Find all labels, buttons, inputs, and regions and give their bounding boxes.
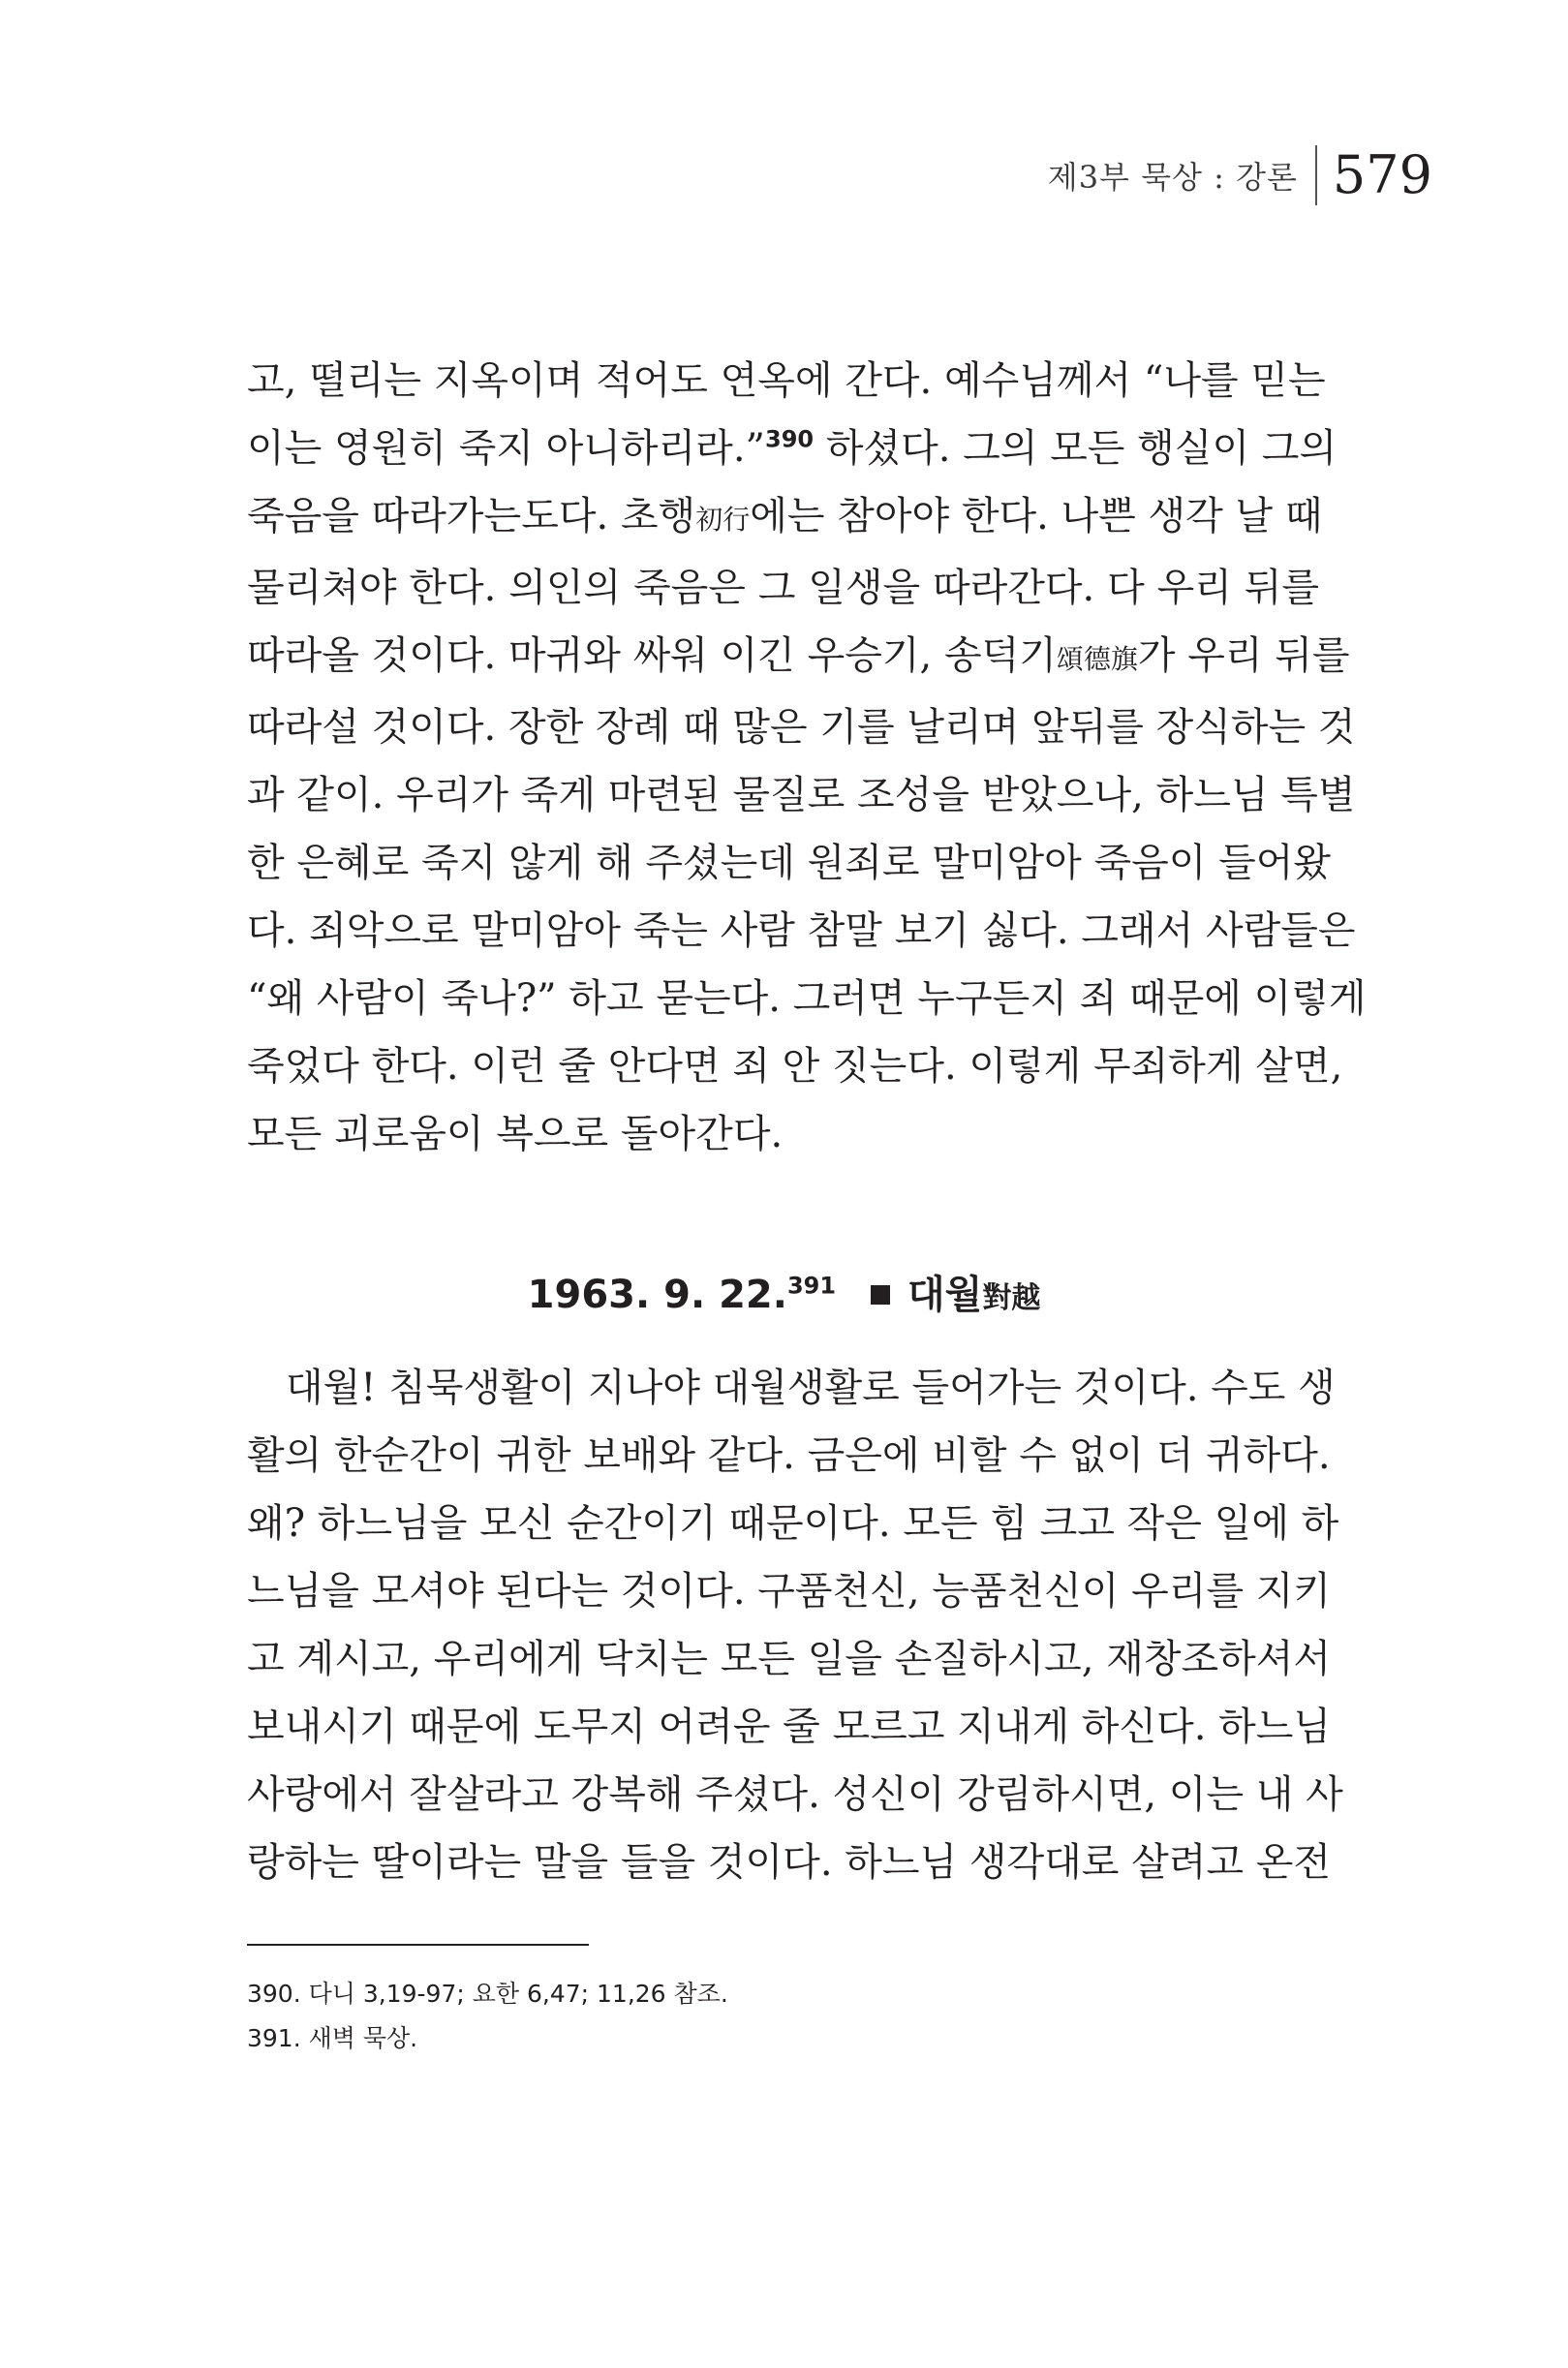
paragraph-2-line-2: 활의 한순간이 귀한 보배와 같다. 금은에 비할 수 없이 더 귀하다. [247,1433,1331,1478]
header-divider [1315,145,1317,205]
line-2-text-b: 하셨다. 그의 모든 행실이 그의 [814,426,1337,471]
line-2-text-a: 이는 영원히 죽지 아니하리라.” [247,426,765,471]
line-3-text-a: 죽음을 따라가는도다. 초행 [247,494,696,538]
section-heading [0,1264,1568,1319]
section-title: 대월 [907,1273,983,1317]
line-5-text-a: 따라올 것이다. 마귀와 싸워 이긴 우승기, 송덕기 [247,633,1057,678]
page-number: 579 [1332,144,1432,205]
paragraph-2-line-3: 왜? 하느님을 모신 순간이기 때문이다. 모든 힘 크고 작은 일에 하 [247,1501,1339,1546]
running-title: 제3부 묵상 : 강론 [1047,159,1298,196]
footnote-391: 391. 새벽 묵상. [247,2024,418,2052]
paragraph-1-line-8: 한 은혜로 죽지 않게 해 주셨는데 원죄로 말미암아 죽음이 들어왔 [247,841,1332,885]
paragraph-1-line-3 [247,482,1323,554]
section-date: 1963. 9. 22. [527,1273,787,1317]
paragraph-2-line-5: 고 계시고, 우리에게 닥치는 모든 일을 손질하시고, 재창조하셔서 [247,1637,1332,1681]
footnote-rule [247,1944,589,1946]
paragraph-2-line-6: 보내시기 때문에 도무지 어려운 줄 모르고 지내게 하신다. 하느님 [247,1705,1332,1749]
paragraph-1 [247,347,1367,1168]
line-5-text-b: 가 우리 뒤를 [1137,633,1350,678]
paragraph-2-line-4: 느님을 모셔야 된다는 것이다. 구품천신, 능품천신이 우리를 지키 [247,1569,1332,1614]
paragraph-1-line-5 [247,622,1350,693]
paragraph-1-line-7: 과 같이. 우리가 죽게 마련된 물질로 조성을 받았으나, 하느님 특별 [247,773,1356,817]
footnote-390: 390. 다니 3,19-97; 요한 6,47; 11,26 참조. [247,1980,728,2008]
section-title-hanja: 對越 [982,1281,1041,1315]
paragraph-2-line-8: 랑하는 딸이라는 말을 들을 것이다. 하느님 생각대로 살려고 온전 [247,1840,1332,1885]
hanja-songdeokgi: 頌德旗 [1056,643,1138,675]
paragraph-1-line-10: “왜 사람이 죽나?” 하고 묻는다. 그러면 누구든지 죄 때문에 이렇게 [247,976,1367,1021]
paragraph-1-line-11: 죽었다 한다. 이런 줄 안다면 죄 안 짓는다. 이렇게 무죄하게 살면, [247,1044,1343,1089]
footnote-ref-390: 390 [765,425,815,453]
paragraph-1-line-9: 다. 죄악으로 말미암아 죽는 사람 참말 보기 싫다. 그래서 사람들은 [247,908,1356,953]
paragraph-1-line-4: 물리쳐야 한다. 의인의 죽음은 그 일생을 따라간다. 다 우리 뒤를 [247,566,1319,610]
hanja-chohaeng: 初行 [695,504,751,536]
line-3-text-b: 에는 참아야 한다. 나쁜 생각 날 때 [750,494,1323,538]
paragraph-1-line-1: 고, 떨리는 지옥이며 적어도 연옥에 간다. 예수님께서 “나를 믿는 [247,358,1326,403]
square-bullet-icon [871,1285,890,1305]
paragraph-2-line-1: 대월! 침묵생활이 지나야 대월생활로 들어가는 것이다. 수도 생 [286,1366,1336,1410]
paragraph-1-line-12: 모든 괴로움이 복으로 돌아간다. [247,1112,784,1156]
footnote-ref-391: 391 [786,1272,837,1300]
paragraph-2-line-7: 사랑에서 잘살라고 강복해 주셨다. 성신이 강림하시면, 이는 내 사 [247,1772,1343,1817]
running-header [1048,145,1432,205]
paragraph-1-line-2 [247,415,1337,482]
footnotes [247,1972,728,2061]
paragraph-2 [247,1354,1343,1896]
paragraph-1-line-6: 따라설 것이다. 장한 장례 때 많은 기를 날리며 앞뒤를 장식하는 것 [247,705,1356,750]
